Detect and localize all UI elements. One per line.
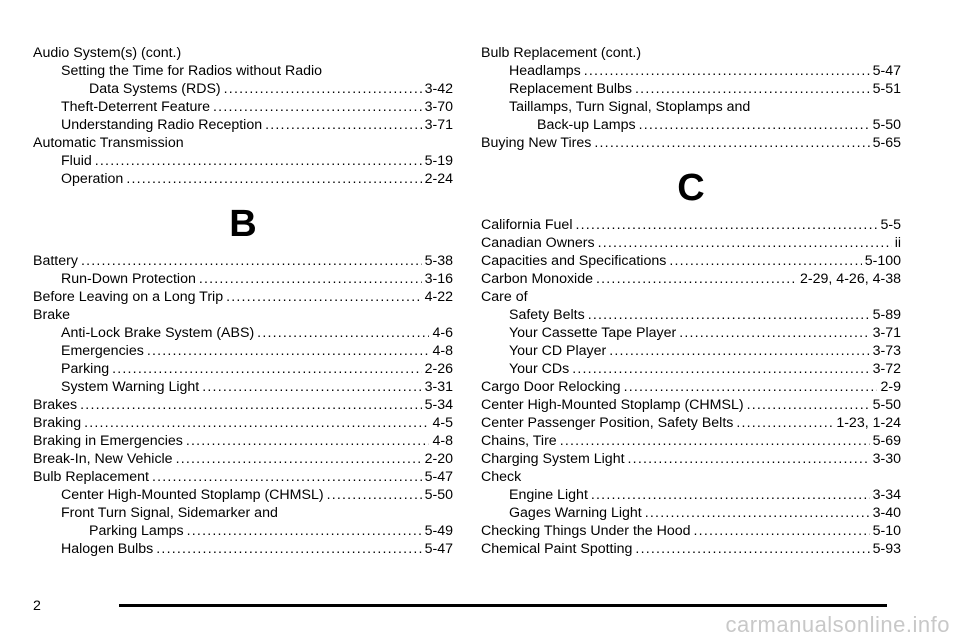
leader-dots xyxy=(669,252,861,270)
leader-dots xyxy=(635,80,870,98)
index-entry-text: Headlamps xyxy=(509,63,581,79)
page-number: 2 xyxy=(33,598,41,614)
index-entry-page: 3-34 xyxy=(872,487,901,503)
leader-dots xyxy=(736,414,833,432)
index-entry-text: Data Systems (RDS) xyxy=(89,81,221,97)
index-entry-text: Braking xyxy=(33,415,82,431)
index-entry-page: 3-31 xyxy=(424,379,453,395)
index-entry xyxy=(481,396,901,414)
index-heading: Audio System(s) (cont.) xyxy=(33,45,182,61)
index-entry-page: 3-71 xyxy=(872,325,901,341)
leader-dots xyxy=(226,288,422,306)
index-heading: Check xyxy=(481,469,522,485)
index-entry-text: Break-In, New Vehicle xyxy=(33,451,173,467)
index-entry-text: Battery xyxy=(33,253,78,269)
index-entry-page: 3-73 xyxy=(872,343,901,359)
index-entry-page: 4-5 xyxy=(432,415,453,431)
index-entry-text: Center High-Mounted Stoplamp (CHMSL) xyxy=(481,397,744,413)
section-letter: B xyxy=(229,203,257,245)
index-entry-text: Braking in Emergencies xyxy=(33,433,183,449)
index-entry-page: 5-93 xyxy=(872,541,901,557)
index-entry xyxy=(33,252,453,270)
index-column-left xyxy=(33,44,453,558)
index-entry-page: 3-71 xyxy=(424,117,453,133)
index-entry-page: 4-8 xyxy=(432,433,453,449)
leader-dots xyxy=(598,234,892,252)
leader-dots xyxy=(747,396,870,414)
index-entry xyxy=(33,468,453,486)
index-entry-page: 3-30 xyxy=(872,451,901,467)
index-entry-page: 5-65 xyxy=(872,135,901,151)
index-heading: Automatic Transmission xyxy=(33,135,184,151)
index-entry-text: Safety Belts xyxy=(509,307,585,323)
index-entry xyxy=(33,540,453,558)
index-heading: Brake xyxy=(33,307,71,323)
leader-dots xyxy=(186,432,430,450)
index-entry-text: Bulb Replacement xyxy=(33,469,149,485)
index-subheading: Taillamps, Turn Signal, Stoplamps and xyxy=(509,99,751,115)
index-entry-text: Fluid xyxy=(61,153,92,169)
index-entry xyxy=(33,432,453,450)
index-entry xyxy=(33,170,453,188)
index-entry xyxy=(481,378,901,396)
index-entry xyxy=(481,540,901,558)
index-entry xyxy=(33,486,453,504)
index-entry-text: Canadian Owners xyxy=(481,235,595,251)
index-entry-page: 5-38 xyxy=(424,253,453,269)
index-entry-page: 4-8 xyxy=(432,343,453,359)
index-entry-page: ii xyxy=(894,235,901,251)
index-entry xyxy=(481,414,901,432)
index-entry-text: Engine Light xyxy=(509,487,588,503)
index-entry-text: Your CD Player xyxy=(509,343,607,359)
index-entry-page: 5-50 xyxy=(872,117,901,133)
leader-dots xyxy=(588,306,870,324)
index-entry xyxy=(481,306,901,324)
index-entry xyxy=(33,288,453,306)
index-entry-page: 5-19 xyxy=(424,153,453,169)
leader-dots xyxy=(152,468,422,486)
index-entry-page: 5-89 xyxy=(872,307,901,323)
index-entry-page: 3-40 xyxy=(872,505,901,521)
index-entry xyxy=(33,450,453,468)
index-entry xyxy=(33,116,453,134)
index-entry-page: 4-22 xyxy=(424,289,453,305)
leader-dots xyxy=(202,378,421,396)
index-entry-page: 2-29, 4-26, 4-38 xyxy=(800,271,901,287)
index-entry-text: Brakes xyxy=(33,397,78,413)
index-entry-page: 1-23, 1-24 xyxy=(836,415,901,431)
index-entry xyxy=(481,504,901,522)
index-entry-text: Anti-Lock Brake System (ABS) xyxy=(61,325,255,341)
index-entry xyxy=(481,234,901,252)
index-entry-page: 5-47 xyxy=(872,63,901,79)
index-entry-text: Gages Warning Light xyxy=(509,505,642,521)
index-entry-text: Your CDs xyxy=(509,361,570,377)
index-entry-page: 3-42 xyxy=(424,81,453,97)
leader-dots xyxy=(265,116,421,134)
index-entry-page: 2-24 xyxy=(424,171,453,187)
leader-dots xyxy=(176,450,422,468)
index-entry xyxy=(33,270,453,288)
index-subheading: Front Turn Signal, Sidemarker and xyxy=(61,505,278,521)
leader-dots xyxy=(84,414,429,432)
leader-dots xyxy=(594,134,869,152)
leader-dots xyxy=(596,270,797,288)
index-entry-text: Emergencies xyxy=(61,343,144,359)
index-entry-page: 5-51 xyxy=(872,81,901,97)
index-entry-text: Your Cassette Tape Player xyxy=(509,325,677,341)
index-entry xyxy=(481,270,901,288)
leader-dots xyxy=(624,378,878,396)
leader-dots xyxy=(213,98,422,116)
index-entry xyxy=(481,360,901,378)
leader-dots xyxy=(609,342,869,360)
leader-dots xyxy=(80,396,421,414)
leader-dots xyxy=(584,62,870,80)
index-entry xyxy=(33,378,453,396)
watermark: carmanualsonline.info xyxy=(725,612,950,637)
leader-dots xyxy=(224,80,422,98)
index-entry-text: Chains, Tire xyxy=(481,433,557,449)
index-entry-text: Operation xyxy=(61,171,124,187)
index-entry xyxy=(481,80,901,98)
index-entry-page: 3-72 xyxy=(872,361,901,377)
leader-dots xyxy=(81,252,422,270)
index-entry-text: Halogen Bulbs xyxy=(61,541,154,557)
index-entry-text: Run-Down Protection xyxy=(61,271,196,287)
leader-dots xyxy=(694,522,870,540)
index-entry-text: Theft-Deterrent Feature xyxy=(61,99,211,115)
leader-dots xyxy=(635,540,869,558)
index-entry-text: California Fuel xyxy=(481,217,573,233)
index-entry-text: Replacement Bulbs xyxy=(509,81,633,97)
index-entry xyxy=(33,414,453,432)
index-entry-page: 5-34 xyxy=(424,397,453,413)
index-entry-page: 5-49 xyxy=(424,523,453,539)
index-entry-text: Buying New Tires xyxy=(481,135,592,151)
index-entry xyxy=(481,62,901,80)
index-entry xyxy=(481,252,901,270)
index-entry xyxy=(33,152,453,170)
index-entry-page: 3-16 xyxy=(424,271,453,287)
index-entry xyxy=(481,522,901,540)
section-letter: C xyxy=(677,167,705,209)
index-entry-text: Cargo Door Relocking xyxy=(481,379,621,395)
index-entry xyxy=(481,216,901,234)
index-entry-page: 2-20 xyxy=(424,451,453,467)
leader-dots xyxy=(147,342,430,360)
index-entry xyxy=(33,342,453,360)
index-entry-page: 2-9 xyxy=(880,379,901,395)
index-entry-text: Parking Lamps xyxy=(89,523,184,539)
index-entry-text: Capacities and Specifications xyxy=(481,253,667,269)
leader-dots xyxy=(187,522,422,540)
leader-dots xyxy=(572,360,869,378)
leader-dots xyxy=(560,432,870,450)
index-entry xyxy=(481,486,901,504)
index-entry-page: 5-5 xyxy=(880,217,901,233)
leader-dots xyxy=(575,216,877,234)
index-entry-page: 4-6 xyxy=(432,325,453,341)
index-subheading: Setting the Time for Radios without Radio xyxy=(61,63,323,79)
index-heading: Care of xyxy=(481,289,528,305)
leader-dots xyxy=(112,360,421,378)
leader-dots xyxy=(156,540,421,558)
leader-dots xyxy=(327,486,422,504)
index-entry-page: 5-10 xyxy=(872,523,901,539)
footer-rule xyxy=(119,604,887,607)
leader-dots xyxy=(591,486,870,504)
index-entry-text: Center High-Mounted Stoplamp (CHMSL) xyxy=(61,487,324,503)
index-entry-page: 2-26 xyxy=(424,361,453,377)
index-entry xyxy=(33,80,453,98)
index-entry-text: Chemical Paint Spotting xyxy=(481,541,633,557)
index-entry-page: 5-100 xyxy=(864,253,901,269)
index-column-right xyxy=(481,44,901,558)
leader-dots xyxy=(639,116,870,134)
index-entry xyxy=(481,342,901,360)
leader-dots xyxy=(628,450,870,468)
index-entry xyxy=(33,360,453,378)
index-entry xyxy=(481,324,901,342)
index-entry-text: Checking Things Under the Hood xyxy=(481,523,691,539)
leader-dots xyxy=(679,324,869,342)
index-entry xyxy=(33,98,453,116)
index-entry xyxy=(481,134,901,152)
index-entry-text: Understanding Radio Reception xyxy=(61,117,263,133)
index-entry-text: System Warning Light xyxy=(61,379,200,395)
index-entry xyxy=(33,522,453,540)
leader-dots xyxy=(199,270,422,288)
index-entry-text: Parking xyxy=(61,361,110,377)
index-entry-text: Charging System Light xyxy=(481,451,625,467)
index-entry-text: Carbon Monoxide xyxy=(481,271,593,287)
index-entry xyxy=(33,324,453,342)
index-entry-text: Center Passenger Position, Safety Belts xyxy=(481,415,734,431)
index-entry-page: 5-47 xyxy=(424,469,453,485)
index-entry-text: Before Leaving on a Long Trip xyxy=(33,289,224,305)
index-entry xyxy=(33,396,453,414)
leader-dots xyxy=(95,152,422,170)
index-entry-page: 3-70 xyxy=(424,99,453,115)
index-entry-text: Back-up Lamps xyxy=(537,117,636,133)
index-entry-page: 5-50 xyxy=(872,397,901,413)
index-heading: Bulb Replacement (cont.) xyxy=(481,45,642,61)
index-entry xyxy=(481,450,901,468)
leader-dots xyxy=(257,324,429,342)
leader-dots xyxy=(645,504,870,522)
index-entry-page: 5-50 xyxy=(424,487,453,503)
index-entry xyxy=(481,116,901,134)
index-entry-page: 5-69 xyxy=(872,433,901,449)
index-entry xyxy=(481,432,901,450)
index-entry-page: 5-47 xyxy=(424,541,453,557)
leader-dots xyxy=(126,170,421,188)
